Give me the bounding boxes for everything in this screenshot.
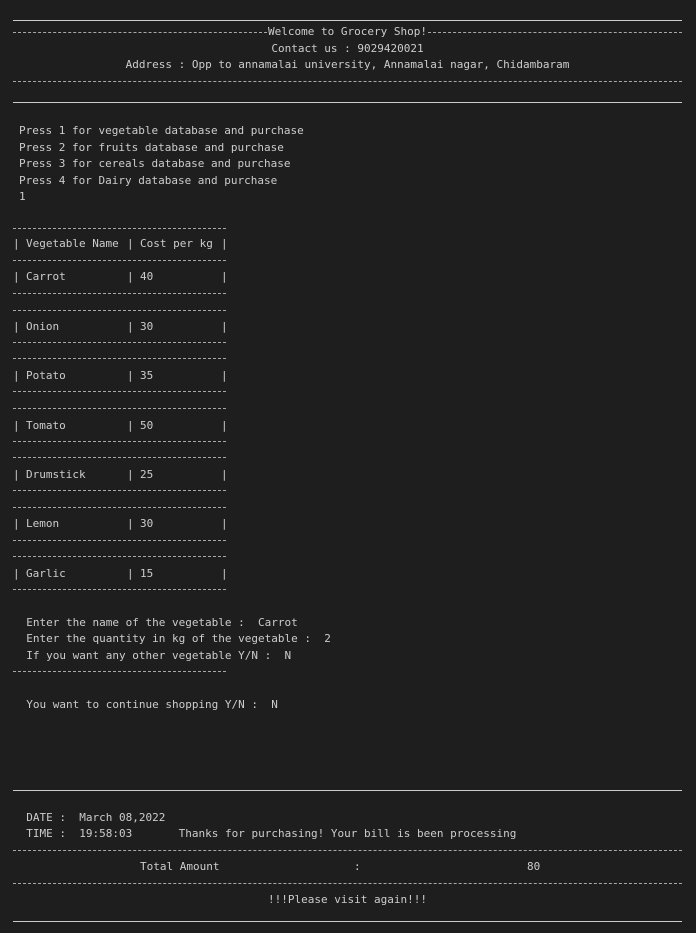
welcome-right-dashes	[428, 32, 682, 33]
continue-shopping-input[interactable]: N	[271, 698, 278, 711]
table-border: |	[221, 517, 228, 530]
other-vegetable-prompt	[13, 632, 292, 662]
row-dashes	[13, 358, 226, 359]
continue-shopping-label: You want to continue shopping Y/N :	[26, 698, 259, 711]
table-border: |	[221, 320, 228, 333]
other-vegetable-input[interactable]: N	[284, 649, 292, 662]
top-rule	[13, 20, 682, 21]
bill-time	[13, 810, 133, 840]
row-dashes	[13, 457, 226, 458]
table-border: |	[13, 270, 20, 283]
table-border: |	[221, 237, 228, 250]
table-border: |	[221, 369, 228, 382]
row-cost: 30	[140, 517, 154, 530]
header-vegetable-name: Vegetable Name	[26, 237, 119, 250]
bill-top-rule	[13, 790, 682, 791]
table-border: |	[221, 419, 228, 432]
row-cost: 25	[140, 468, 154, 481]
visit-again-message: !!!Please visit again!!!	[268, 893, 427, 906]
row-dashes	[13, 441, 226, 442]
table-border: |	[127, 517, 134, 530]
table-border: |	[127, 468, 134, 481]
row-dashes	[13, 293, 226, 294]
row-vegetable-name: Carrot	[26, 270, 66, 283]
menu-option-3: Press 3 for cereals database and purchase	[19, 157, 291, 170]
row-dashes	[13, 507, 226, 508]
time-label: TIME :	[26, 827, 66, 840]
table-border: |	[13, 468, 20, 481]
table-top-dashes	[13, 228, 226, 229]
row-vegetable-name: Lemon	[26, 517, 60, 530]
table-border: |	[127, 237, 134, 250]
row-cost: 40	[140, 270, 154, 283]
vegetable-name-input[interactable]: Carrot	[258, 616, 298, 629]
row-dashes	[13, 342, 226, 343]
row-vegetable-name: Onion	[26, 320, 60, 333]
total-amount-value: 80	[527, 860, 541, 873]
row-cost: 50	[140, 419, 154, 432]
bill-dash-rule	[13, 850, 682, 851]
row-dashes	[13, 556, 226, 557]
date-label: DATE :	[26, 811, 66, 824]
address-line: Address : Opp to annamalai university, Annamalai nagar, Chidambaram	[125, 58, 570, 71]
bill-date	[13, 794, 166, 824]
total-amount-separator: :	[354, 860, 361, 873]
row-cost: 35	[140, 369, 154, 382]
table-border: |	[221, 270, 228, 283]
other-vegetable-label: If you want any other vegetable Y/N :	[26, 649, 272, 662]
total-amount-label: Total Amount	[140, 860, 220, 873]
thanks-message: Thanks for purchasing! Your bill is been processing	[178, 827, 517, 840]
welcome-left-dashes	[13, 32, 267, 33]
header-dash-rule	[13, 81, 682, 82]
row-dashes	[13, 540, 226, 541]
quantity-label: Enter the quantity in kg of the vegetable :	[26, 632, 312, 645]
table-border: |	[13, 320, 20, 333]
row-cost: 30	[140, 320, 154, 333]
table-header-dashes	[13, 260, 226, 261]
contact-line: Contact us : 9029420021	[271, 42, 424, 55]
table-border: |	[13, 237, 20, 250]
table-border: |	[127, 567, 134, 580]
table-border: |	[13, 517, 20, 530]
table-border: |	[221, 567, 228, 580]
vegetable-name-label: Enter the name of the vegetable :	[26, 616, 245, 629]
row-vegetable-name: Garlic	[26, 567, 66, 580]
menu-option-4: Press 4 for Dairy database and purchase	[19, 174, 278, 187]
row-cost: 15	[140, 567, 154, 580]
table-border: |	[221, 468, 228, 481]
table-border: |	[13, 369, 20, 382]
continue-shopping-prompt	[13, 681, 278, 711]
menu-option-1: Press 1 for vegetable database and purchase	[19, 124, 304, 137]
menu-option-2: Press 2 for fruits database and purchase	[19, 141, 284, 154]
table-border: |	[13, 419, 20, 432]
prompt-separator-dashes	[13, 671, 226, 672]
table-border: |	[127, 320, 134, 333]
welcome-banner	[13, 24, 682, 40]
quantity-prompt	[13, 615, 331, 645]
row-dashes	[13, 391, 226, 392]
table-bottom-dashes	[13, 589, 226, 590]
vegetable-name-prompt	[13, 599, 298, 629]
bill-bottom-rule	[13, 921, 682, 922]
row-dashes	[13, 310, 226, 311]
row-dashes	[13, 490, 226, 491]
bill-dash-rule-2	[13, 883, 682, 884]
table-border: |	[127, 270, 134, 283]
quantity-input[interactable]: 2	[324, 632, 331, 645]
time-value: 19:58:03	[79, 827, 133, 840]
date-value: March 08,2022	[79, 811, 166, 824]
row-vegetable-name: Potato	[26, 369, 66, 382]
row-dashes	[13, 408, 226, 409]
row-vegetable-name: Drumstick	[26, 468, 86, 481]
welcome-title: Welcome to Grocery Shop!	[268, 25, 427, 38]
header-bottom-rule	[13, 102, 682, 103]
table-border: |	[127, 369, 134, 382]
menu-choice-input[interactable]: 1	[19, 190, 26, 203]
table-border: |	[13, 567, 20, 580]
row-vegetable-name: Tomato	[26, 419, 66, 432]
table-border: |	[127, 419, 134, 432]
header-cost-per-kg: Cost per kg	[140, 237, 213, 250]
